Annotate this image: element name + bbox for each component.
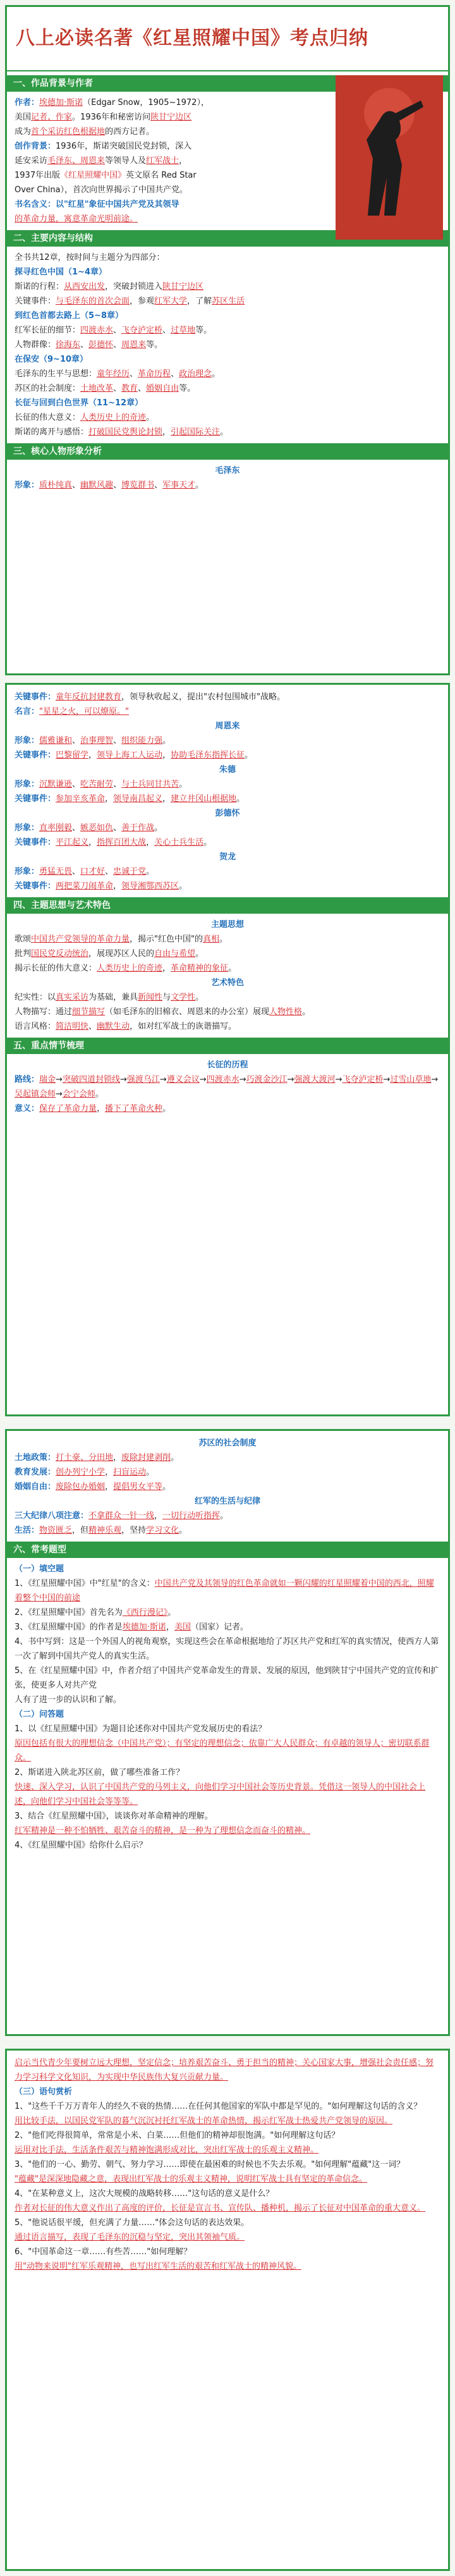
mao-block <box>7 463 448 493</box>
route-stop: → <box>431 1075 439 1084</box>
route-stop: → <box>239 1075 246 1084</box>
sentence-1-answer: 用比较手法，以国民党军队的暮气沉沉衬托红军战士的革命热情，揭示红军战士热爱共产党领导的原因。 <box>15 2116 393 2126</box>
title-meaning-line-2: 的革命力量，寓意革命光明前途。 <box>15 214 138 224</box>
theme-title: 主题思想 <box>210 920 244 929</box>
part-3-soviet: 苏区的社会制度：土地改革、教育、婚姻自由等。 <box>15 384 196 393</box>
author-line-3: 成为首个采访红色根据地的西方记者。 <box>15 127 155 137</box>
long-march-meaning: 意义：保存了革命力量，播下了革命火种。 <box>15 1104 171 1113</box>
route-stop: 遵义会议 <box>166 1075 200 1084</box>
he-image: 形象：勇猛无畏、口才好、忠诚于党。 <box>15 867 155 876</box>
art-2: 人物描写：通过细节描写（如毛泽东的旧棉衣、周恩来的办公室）展现人物性格。 <box>15 1007 311 1017</box>
part-4-meaning: 长征的伟大意义：人类历史上的奇迹。 <box>15 413 155 422</box>
card-1 <box>5 5 450 675</box>
figure-mao-title: 毛泽东 <box>215 466 240 475</box>
page-title: 八上必读名著《红星照耀中国》考点归纳 <box>16 27 368 49</box>
question-3: 3、结合《红星照耀中国》，谈谈你对革命精神的理解。 <box>15 1812 213 1821</box>
part-4-departure: 斯诺的离开与感悟：打破国民党舆论封锁，引起国际关注。 <box>15 427 229 437</box>
sentence-6: 6、"中国革命这一章……有些苦……"如何理解？ <box>15 2247 192 2257</box>
blank-5: 5、在《红星照耀中国》中，作者介绍了中国共产党革命发生的背景、发展的原因，他到陕甘宁中国共产党的宣传和扩张，使更多人对共产党 <box>15 1666 439 1690</box>
question-4: 4、《红星照耀中国》给你什么启示？ <box>15 1841 147 1850</box>
structure-intro: 全书共12章，按时间与主题分为四部分： <box>15 253 165 262</box>
background-line-3: 1937年出版《红星照耀中国》英文原名 Red Star <box>15 171 197 180</box>
author-line-2: 美国记者、作家。1936年和秘密访问陕甘宁边区 <box>15 113 192 122</box>
sentence-3-answer: "蕴藏"是深深地隐藏之意，表现出红军战士的乐观主义精神，说明红军战士具有坚定的革命信念。 <box>15 2174 367 2184</box>
route-stop: 。 <box>95 1089 104 1099</box>
sentence-4: 4、"在某种意义上，这次大规模的战略转移……"这句话的意义是什么？ <box>15 2189 274 2199</box>
part-2-figures: 人物群像：徐海东、彭德怀、周恩来等。 <box>15 340 163 350</box>
bugler-silhouette-icon <box>336 75 443 240</box>
route-stop: 四渡赤水 <box>206 1075 240 1084</box>
route-stop: → <box>287 1075 294 1084</box>
part-3-mao: 毛泽东的生平与思想：童年经历、革命历程、政治理念。 <box>15 369 221 379</box>
figure-zhou-title: 周恩来 <box>215 721 240 731</box>
red-soldier-illustration <box>336 75 443 240</box>
section-heading-6: 六、常考题型 <box>7 1542 448 1558</box>
route-stop: → <box>335 1075 343 1084</box>
route-stop: → <box>383 1075 391 1084</box>
mao-image: 形象：质朴纯真、幽默风趣、博览群书、军事天才。 <box>15 481 204 490</box>
card-3 <box>5 1429 450 2036</box>
theme-1: 歌颂中国共产党领导的革命力量，揭示"红色中国"的真相。 <box>15 935 228 944</box>
fill-blank-title: （一）填空题 <box>15 1564 64 1574</box>
section-heading-1: 一、作品背景与作者 <box>7 75 448 92</box>
sentence-analysis-title: （三）语句赏析 <box>15 2087 73 2097</box>
peng-image: 形象：直率刚毅、嫉恶如仇、善于作战。 <box>15 823 163 833</box>
peng-events: 关键事件：平江起义，指挥百团大战，关心士兵生活。 <box>15 838 212 847</box>
answer-2: 快速、深入学习，认识了中国共产党的马列主义，向他们学习中国社会等历史背景。凭借这一领导人的中国社会上述，向他们学习中国社会等等等。 <box>15 1782 426 1806</box>
theme-2: 批判国民党反动统治，展现苏区人民的自由与希望。 <box>15 949 204 959</box>
art-3: 语言风格：简洁明快、幽默生动，如对红军战士的诙谐描写。 <box>15 1022 237 1031</box>
section-2-body <box>7 250 448 439</box>
route-stop: → <box>159 1075 167 1084</box>
zhu-image: 形象：沉默谦逊、吃苦耐劳、与士兵同甘共苦。 <box>15 780 188 789</box>
army-life: 生活：物资匮乏，但精神乐观，坚持学习文化。 <box>15 1526 188 1535</box>
sentence-2: 2、"他们吃得很简单，常常是小米、白菜……但他们的精神却很饱满。"如何理解这句话？ <box>15 2131 340 2140</box>
route-stop: → <box>56 1075 63 1084</box>
route-stop: 过雪山草地 <box>390 1075 432 1084</box>
card-4 <box>5 2049 450 2571</box>
author-line: 作者：埃德加·斯诺（Edgar Snow，1905~1972）， <box>15 98 209 107</box>
zhou-events: 关键事件：巴黎留学，领导上海工人运动，协助毛泽东指挥长征。 <box>15 751 253 760</box>
question-1: 1、以《红星照耀中国》为题目论述你对中国共产党发展历史的看法？ <box>15 1724 267 1734</box>
sentence-3: 3、"他们的一心、勤劳、朝气、努力学习……即使在最困难的时候也不失去乐观。"如何理解"蕴藏"这一词？ <box>15 2160 405 2169</box>
he-events: 关键事件：两把菜刀闹革命，领导湘鄂西苏区。 <box>15 881 188 891</box>
route-label: 路线： <box>15 1075 40 1084</box>
zhou-image: 形象：儒雅谦和、治事理智、组织能力强。 <box>15 736 171 745</box>
question-body <box>7 1562 448 1853</box>
marriage: 婚姻自由：废除包办婚姻，提倡男女平等。 <box>15 1482 171 1492</box>
theme-3: 揭示长征的伟大意义：人类历史上的奇迹，革命精神的象征。 <box>15 964 237 973</box>
mao-quote: 名言："星星之火，可以燎原。" <box>15 707 129 716</box>
route-stop: 瑞金 <box>39 1075 56 1084</box>
section-1-body <box>7 95 338 226</box>
sentence-4-answer: 作者对长征的伟大意义作出了高度的评价，长征是宣言书、宣传队、播种机，揭示了长征对中国革命的重大意义。 <box>15 2204 426 2213</box>
long-march-route <box>15 1072 440 1101</box>
part-2-details: 红军长征的细节：四渡赤水、飞夺泸定桥、过草地等。 <box>15 326 212 335</box>
education: 教育发展：创办列宁小学，扫盲运动。 <box>15 1468 155 1477</box>
title-meaning-line: 书名含义：以"红星"象征中国共产党及其领导 <box>15 200 179 209</box>
part-3-title: 在保安（9~10章） <box>15 355 88 364</box>
answer-3: 红军精神是一种不怕牺牲、艰苦奋斗的精神，是一种为了理想信念而奋斗的精神。 <box>15 1826 311 1836</box>
land-policy: 土地政策：打土豪、分田地，废除封建剥削。 <box>15 1453 179 1463</box>
answer-4: 启示当代青少年要树立远大理想，坚定信念；培养艰苦奋斗、勇于担当的精神；关心国家大事，增强社会责任感；努力学习科学文化知识，为实现中华民族伟大复兴贡献力量。 <box>15 2058 434 2082</box>
background-line: 创作背景：1936年，斯诺突破国民党封锁，深入 <box>15 142 192 151</box>
blank-5-cont: 人有了进一步的认识和了解。 <box>15 1695 122 1705</box>
section-heading-3: 三、核心人物形象分析 <box>7 443 448 460</box>
part-2-title: 到红色首都去路上（5~8章） <box>15 311 123 321</box>
card-2 <box>5 683 450 1416</box>
art-1: 纪实性：以真实采访为基础，兼具新闻性与文学性。 <box>15 993 204 1002</box>
part-1-title: 探寻红色中国（1~4章） <box>15 267 107 277</box>
section-4-body <box>7 917 448 1034</box>
section-heading-4: 四、主题思想与艺术特色 <box>7 897 448 914</box>
blank-4: 4、书中写到：这是一个外国人的视角观察，实现这些会在革命根据地给了苏区共产党和红军的真实情况，使西方人第一次了解到中国共产党人的真实生活。 <box>15 1637 439 1661</box>
mao-events: 关键事件：童年反抗封建教育，领导秋收起义，提出"农村包围城市"战略。 <box>15 692 285 702</box>
sentence-6-answer: 用"动物来说明"红军乐观精神，也写出红军生活的艰苦和红军战士的精神风貌。 <box>15 2262 301 2271</box>
discipline-title: 红军的生活与纪律 <box>194 1497 260 1506</box>
section-heading-5: 五、重点情节梳理 <box>7 1038 448 1054</box>
route-stop: 强渡乌江 <box>126 1075 160 1084</box>
zhu-events: 关键事件：参加辛亥革命，领导南昌起义，建立井冈山根据地。 <box>15 794 245 804</box>
section-heading-2: 二、主要内容与结构 <box>7 230 448 247</box>
discipline-rules: 三大纪律八项注意：不拿群众一针一线，一切行动听指挥。 <box>15 1511 229 1521</box>
route-stop: → <box>199 1075 207 1084</box>
route-stop: 会宁会师 <box>62 1089 95 1099</box>
art-title: 艺术特色 <box>210 978 244 988</box>
sentence-5-answer: 通过语言描写，表现了毛泽东的沉稳与坚定，突出其领袖气质。 <box>15 2233 245 2242</box>
figures-body <box>7 685 448 893</box>
sentence-2-answer: 运用对比手法，生活条件艰苦与精神饱满形成对比，突出红军战士的乐观主义精神。 <box>15 2145 319 2155</box>
figure-zhu-title: 朱德 <box>219 765 236 775</box>
route-stop: 强渡大渡河 <box>294 1075 336 1084</box>
background-line-4: Over China），首次向世界揭示了中国共产党。 <box>15 185 188 195</box>
blank-3: 3、《红星照耀中国》的作者是埃德加·斯诺，美国（国家）记者。 <box>15 1622 248 1632</box>
answer-1: 原因包括有很大的理想信念（中国共产党）；有坚定的理想信念；依靠广大人民群众；有卓越的领导人；密切联系群众。 <box>15 1739 430 1763</box>
blank-2: 2、《红星照耀中国》首先名为《西行漫记》。 <box>15 1608 176 1617</box>
background-line-2: 延安采访毛泽东、周恩来等领导人及红军战士， <box>15 156 188 166</box>
blank-1: 1、《红星照耀中国》中"红星"的含义：中国共产党及其领导的红色革命就如一颗闪耀的红星照耀着中国的西北，照耀着整个中国的前途 <box>15 1579 434 1603</box>
route-stop: 巧渡金沙江 <box>246 1075 288 1084</box>
route-stop: 飞夺泸定桥 <box>342 1075 384 1084</box>
title-bar <box>7 7 448 71</box>
figure-peng-title: 彭德怀 <box>215 809 240 818</box>
part-4-title: 长征与回到白色世界（11~12章） <box>15 398 143 408</box>
figure-he-title: 贺龙 <box>219 852 236 862</box>
part-1-route: 斯诺的行程：从西安出发，突破封锁进入陕甘宁边区 <box>15 282 204 291</box>
route-stop: → <box>56 1089 63 1099</box>
part-1-events: 关键事件：与毛泽东的首次会面，参观红军大学，了解苏区生活 <box>15 297 245 306</box>
soviet-title: 苏区的社会制度 <box>198 1438 257 1448</box>
route-stop: 突破四道封锁线 <box>62 1075 120 1084</box>
question-2: 2、斯诺进入陕北苏区前，做了哪些准备工作？ <box>15 1768 185 1777</box>
route-stop: 吴起镇会师 <box>15 1089 56 1099</box>
sentence-1: 1、"这些千千万万青年人的经久不衰的热情……在任何其他国家的军队中都是罕见的。"如何理解这句话的含义？ <box>15 2102 422 2111</box>
section-5-body <box>7 1058 448 1116</box>
sentence-5: 5、"他说话很平缓，但充满了力量……"体会这句话的表达效果。 <box>15 2218 250 2228</box>
long-march-title: 长征的历程 <box>207 1060 248 1070</box>
qa-title: （二）问答题 <box>15 1710 64 1719</box>
route-stop: → <box>119 1075 127 1084</box>
soviet-body <box>7 1431 448 1538</box>
analysis-body <box>7 2051 448 2274</box>
